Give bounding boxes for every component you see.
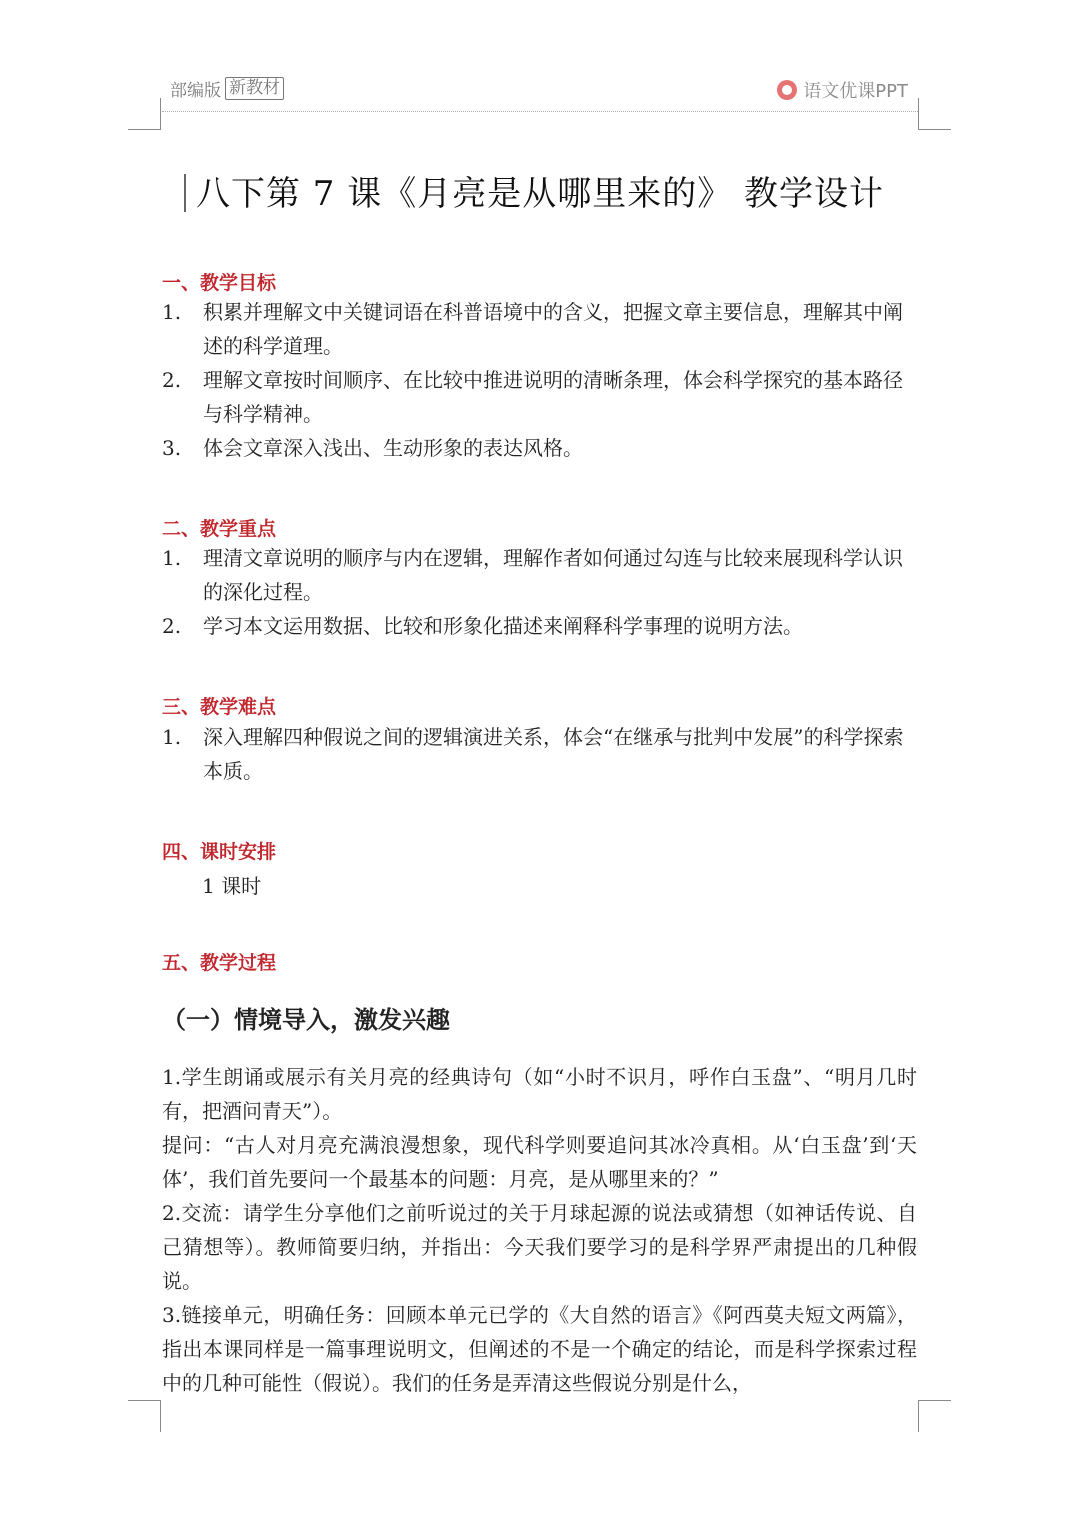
crop-mark-bottom-right-h	[919, 1400, 951, 1401]
header-brand-text: 语文优课PPT	[803, 81, 908, 102]
list-item	[162, 363, 907, 431]
list-item	[162, 609, 907, 643]
list-item-text: 理解文章按时间顺序、在比较中推进说明的清晰条理，体会科学探究的基本路径与科学精神。	[203, 368, 903, 426]
section-heading-goals: 一、教学目标	[162, 272, 277, 294]
crop-mark-top-left-v	[160, 98, 161, 130]
header-new-textbook-badge: 新教材	[225, 77, 284, 100]
crop-mark-bottom-left-h	[128, 1400, 160, 1401]
list-item-text: 深入理解四种假说之间的逻辑演进关系，体会“在继承与批判中发展”的科学探索本质。	[203, 725, 904, 783]
list-item	[162, 720, 907, 788]
list-item-text: 学习本文运用数据、比较和形象化描述来阐释科学事理的说明方法。	[203, 614, 803, 638]
list-item-number: 2.	[162, 614, 182, 638]
section-heading-difficulties: 三、教学难点	[162, 696, 277, 718]
header-watermark-right	[777, 77, 908, 103]
list-item-number: 1.	[162, 546, 182, 570]
process-subheading: （一）情境导入，激发兴趣	[162, 1005, 450, 1034]
body-paragraph: 2.交流：请学生分享他们之前听说过的关于月球起源的说法或猜想（如神话传说、自己猜想等）。教师简要归纳，并指出：今天我们要学习的是科学界严肃提出的几种假说。	[162, 1201, 917, 1293]
crop-mark-top-right-h	[919, 129, 951, 130]
body-paragraph: 1.学生朗诵或展示有关月亮的经典诗句（如“小时不识月，呼作白玉盘”、“明月几时有，把酒问青天”）。	[162, 1065, 917, 1123]
header-edition-text: 部编版	[170, 81, 221, 101]
schedule-text: 1 课时	[202, 874, 262, 898]
list-item	[162, 541, 907, 609]
section-heading-key-points: 二、教学重点	[162, 518, 277, 540]
list-item-number: 1.	[162, 300, 182, 324]
list-item-number: 2.	[162, 368, 182, 392]
document-title: 八下第 7 课《月亮是从哪里来的》 教学设计	[195, 174, 885, 214]
section-heading-process: 五、教学过程	[162, 952, 277, 974]
brand-logo-icon	[777, 80, 797, 100]
section-heading-schedule: 四、课时安排	[162, 841, 277, 863]
crop-mark-top-left-h	[128, 129, 160, 130]
list-item	[162, 295, 907, 363]
header-watermark-left	[170, 76, 284, 101]
list-item	[162, 431, 907, 465]
list-item-text: 体会文章深入浅出、生动形象的表达风格。	[203, 436, 583, 460]
crop-mark-bottom-right-v	[918, 1400, 919, 1432]
body-paragraph: 3.链接单元，明确任务：回顾本单元已学的《大自然的语言》《阿西莫夫短文两篇》，指出本课同样是一篇事理说明文，但阐述的不是一个确定的结论，而是科学探索过程中的几种可能性（假说）。我们的任务是弄清这些假说分别是什么，	[162, 1303, 917, 1395]
list-item-number: 3.	[162, 436, 182, 460]
list-item-text: 理清文章说明的顺序与内在逻辑，理解作者如何通过勾连与比较来展现科学认识的深化过程。	[203, 546, 903, 604]
list-item-number: 1.	[162, 725, 182, 749]
crop-mark-bottom-left-v	[160, 1400, 161, 1432]
list-item-text: 积累并理解文中关键词语在科普语境中的含义，把握文章主要信息，理解其中阐述的科学道理。	[203, 300, 903, 358]
body-paragraph: 提问：“古人对月亮充满浪漫想象，现代科学则要追问其冰冷真相。从‘白玉盘’到‘天体’，我们首先要问一个最基本的问题：月亮，是从哪里来的？”	[162, 1133, 917, 1191]
header-divider	[162, 111, 918, 112]
crop-mark-top-right-v	[918, 98, 919, 130]
